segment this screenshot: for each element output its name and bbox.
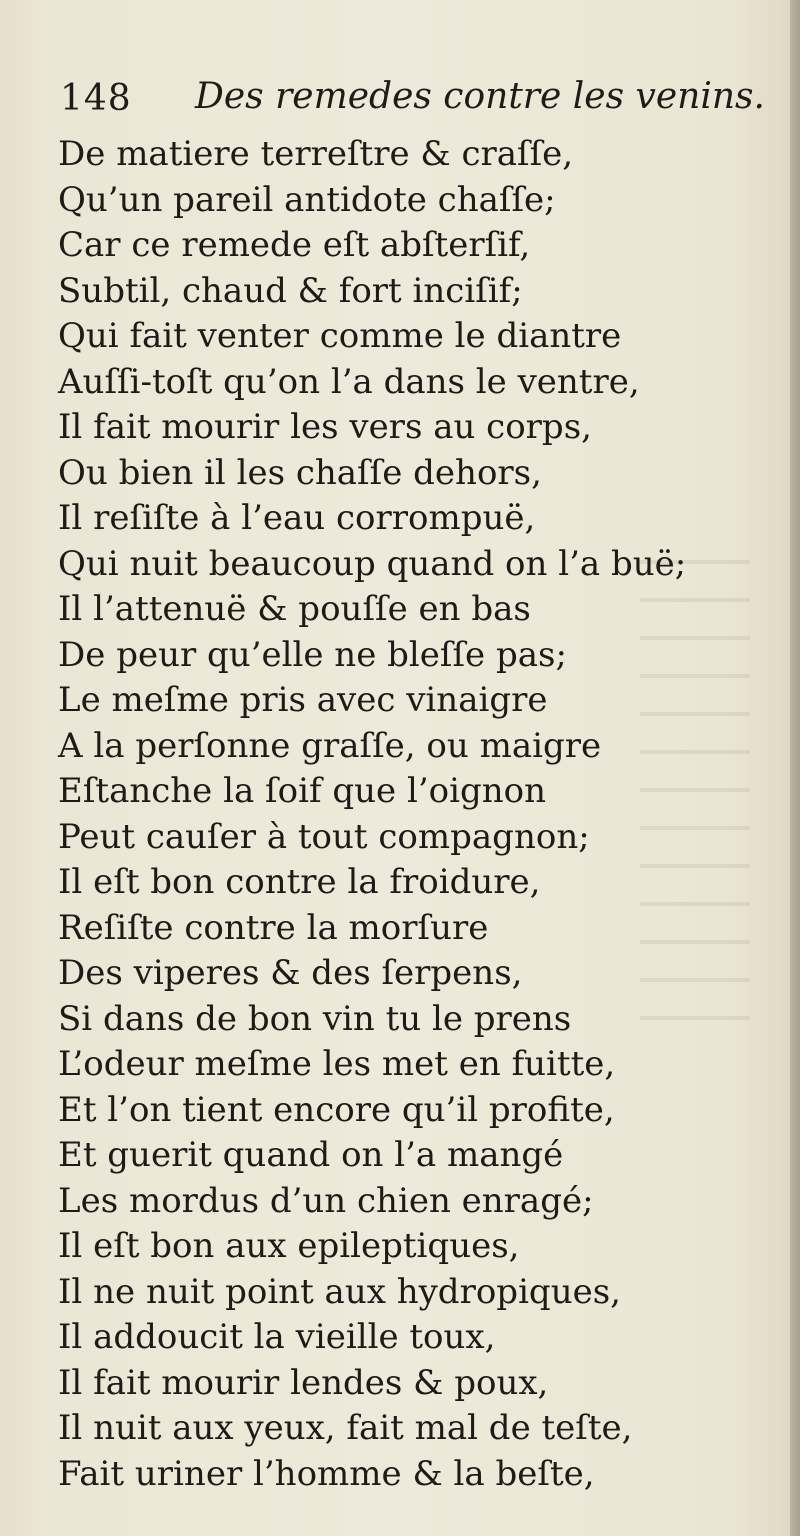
verse-line: Il l’attenuë & pouſſe en bas [58, 589, 531, 629]
verse-line: Il eſt bon contre la froidure, [58, 862, 541, 902]
page-header [60, 70, 765, 130]
verse-line: Qui nuit beaucoup quand on l’a buë; [58, 543, 687, 584]
verse-line: Il fait mourir lendes & poux, [58, 1362, 549, 1403]
verse-line: Ou bien il les chaſſe dehors, [58, 452, 542, 493]
verse-line: Des viperes & des ſerpens, [58, 953, 523, 993]
verse-line: De matiere terreſtre & craſſe, [58, 134, 574, 174]
verse-line: Si dans de bon vin tu le prens [58, 998, 572, 1039]
verse-line: Il reſiſte à l’eau corrompuë, [58, 498, 536, 538]
verse-line: Subtil, chaud & fort inciſif; [58, 270, 523, 311]
verse-line: Eſtanche la ſoif que l’oignon [58, 771, 547, 811]
verse-body [58, 132, 698, 1497]
verse-line: Auſſi-toſt qu’on l’a dans le ventre, [58, 361, 640, 402]
verse-line: Fait uriner l’homme & la beſte, [58, 1453, 595, 1494]
verse-line: Et guerit quand on l’a mangé [58, 1135, 564, 1175]
verse-line: Et l’on tient encore qu’il profite, [58, 1089, 615, 1130]
verse-line: Peut cauſer à tout compagnon; [58, 816, 590, 857]
verse-line: Les mordus d’un chien enragé; [58, 1180, 594, 1221]
verse-line: Il nuit aux yeux, fait mal de teſte, [58, 1408, 633, 1448]
verse-line: Qu’un pareil antidote chaſſe; [58, 179, 556, 220]
verse-line: Qui fait venter comme le diantre [58, 316, 622, 356]
verse-line: Reſiſte contre la morſure [58, 907, 489, 948]
verse-line: Il addoucit la vieille toux, [58, 1317, 496, 1357]
verse-line: A la perſonne graſſe, ou maigre [58, 725, 602, 766]
verse-line: Le meſme pris avec vinaigre [58, 680, 548, 720]
verse-line: L’odeur meſme les met en fuitte, [58, 1044, 616, 1084]
verse-line: Car ce remede eſt abſterſif, [58, 225, 531, 265]
page-number: 148 [60, 78, 132, 119]
verse-line: De peur qu’elle ne bleſſe pas; [58, 634, 567, 675]
verse-line: Il ne nuit point aux hydropiques, [58, 1271, 621, 1312]
running-title: Des remedes contre les venins. [195, 76, 765, 117]
page-edge-shadow [790, 0, 800, 1536]
verse-line: Il fait mourir les vers au corps, [58, 407, 592, 447]
verse-line: Il eſt bon aux epileptiques, [58, 1226, 520, 1266]
